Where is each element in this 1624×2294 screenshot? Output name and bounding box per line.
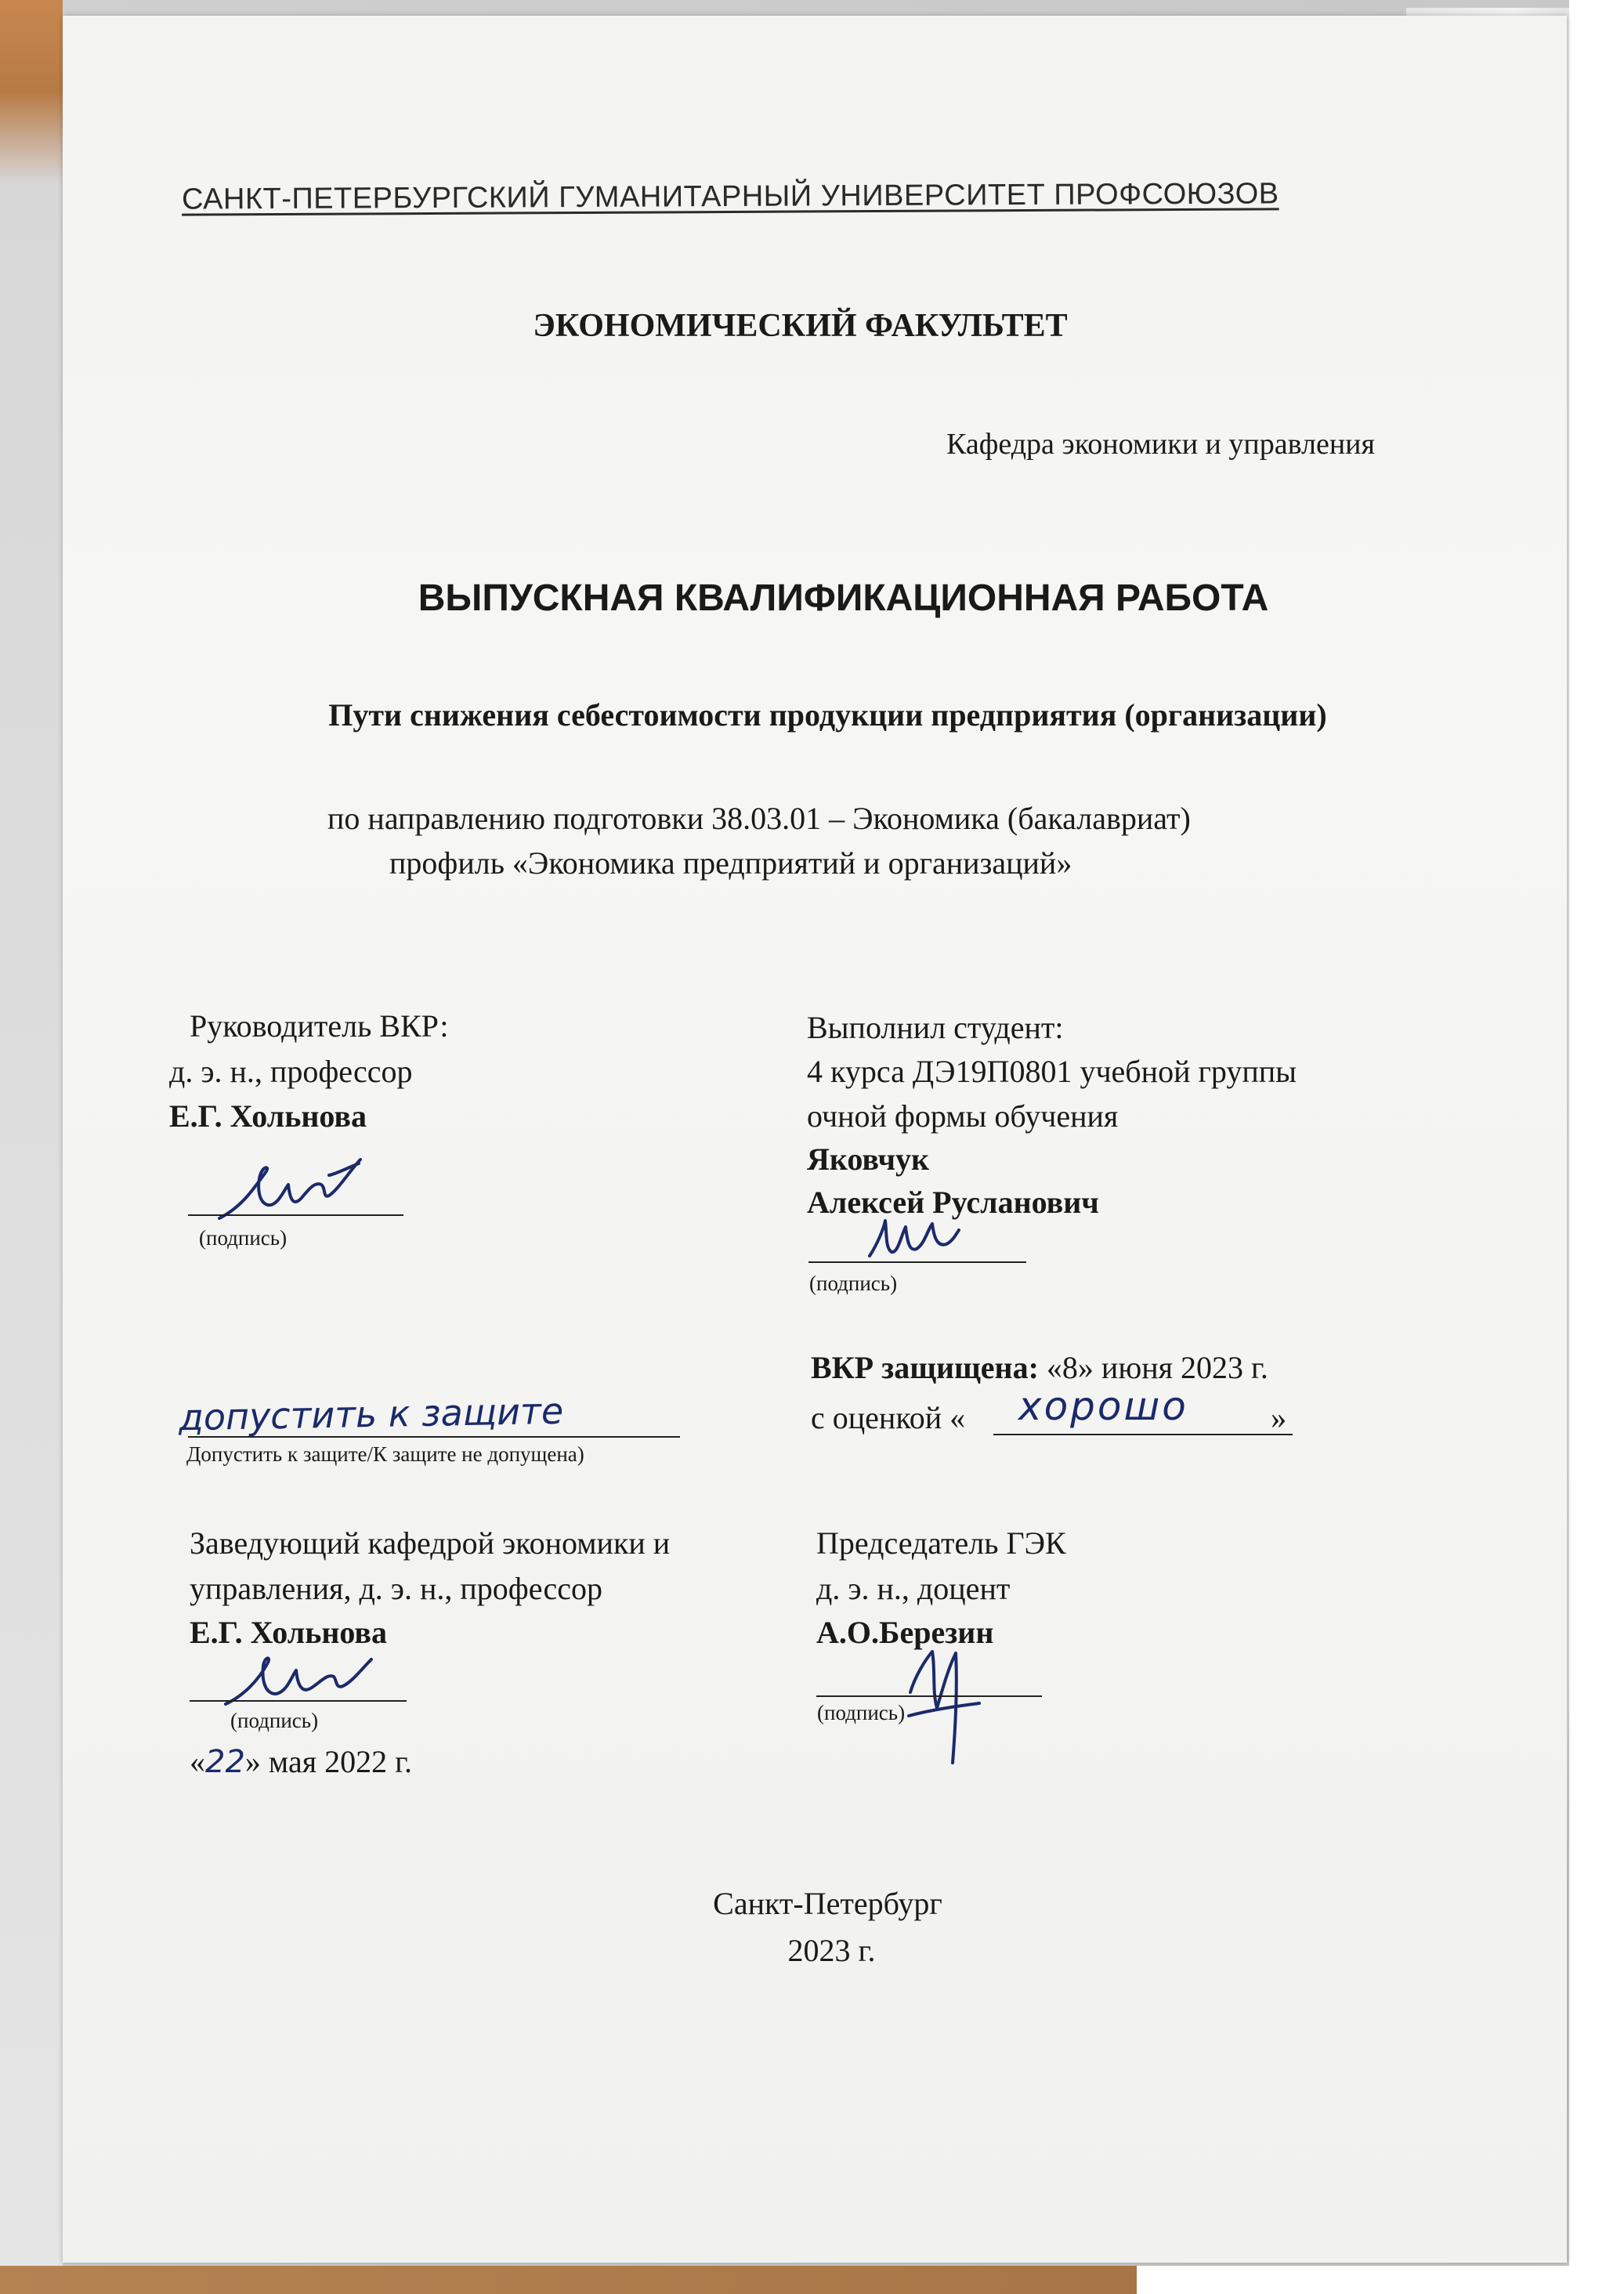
head-title-line1: Заведующий кафедрой экономики и — [190, 1525, 671, 1561]
defense-result: ВКР защищена: «8» июня 2023 г. — [811, 1350, 1268, 1385]
chair-name: А.О.Березин — [816, 1615, 994, 1650]
table-edge-bottom — [0, 2266, 1624, 2294]
head-signature — [219, 1645, 376, 1716]
year: 2023 г. — [787, 1933, 876, 1968]
student-given-names: Алексей Русланович — [807, 1185, 1099, 1220]
supervisor-signature-line — [188, 1214, 403, 1216]
chair-signature — [901, 1637, 987, 1771]
chair-title: Председатель ГЭК — [816, 1525, 1066, 1561]
title-page-sheet — [63, 16, 1567, 2263]
defense-grade-line-underline — [993, 1434, 1293, 1435]
chair-signature-caption: (подпись) — [817, 1701, 906, 1724]
head-title-line2: управления, д. э. н., профессор — [190, 1571, 602, 1606]
thesis-topic: Пути снижения себестоимости продукции предприятия (организации) — [328, 697, 1327, 733]
document-type: ВЫПУСКНАЯ КВАЛИФИКАЦИОННАЯ РАБОТА — [418, 577, 1269, 619]
head-name: Е.Г. Хольнова — [190, 1615, 387, 1650]
student-signature-line — [808, 1261, 1026, 1263]
supervisor-degree: д. э. н., профессор — [169, 1054, 413, 1089]
admission-line — [188, 1436, 680, 1438]
student-signature — [862, 1213, 964, 1268]
chair-signature-line — [816, 1695, 1042, 1697]
student-label: Выполнил студент: — [807, 1010, 1064, 1045]
defense-grade-line: с оценкой « » — [811, 1400, 1287, 1435]
supervisor-signature — [212, 1144, 368, 1230]
student-surname: Яковчук — [807, 1142, 930, 1177]
supervisor-name: Е.Г. Хольнова — [169, 1098, 367, 1134]
supervisor-label: Руководитель ВКР: — [190, 1008, 449, 1044]
head-signature-caption: (подпись) — [230, 1709, 319, 1732]
city: Санкт-Петербург — [713, 1886, 942, 1921]
department-name: Кафедра экономики и управления — [946, 428, 1375, 461]
admission-handwritten: допустить к защите — [178, 1389, 564, 1439]
chair-degree: д. э. н., доцент — [816, 1571, 1011, 1606]
head-date-day: 22 — [205, 1744, 245, 1780]
university-name: САНКТ-ПЕТЕРБУРГСКИЙ ГУМАНИТАРНЫЙ УНИВЕРСИТЕТ ПРОФСОЮЗОВ — [181, 177, 1279, 216]
student-study-form: очной формы обучения — [807, 1098, 1119, 1134]
head-signature-line — [190, 1700, 407, 1702]
student-group: 4 курса ДЭ19П0801 учебной группы — [807, 1054, 1297, 1089]
supervisor-signature-caption: (подпись) — [199, 1226, 288, 1250]
head-date: «22» мая 2022 г. — [190, 1744, 412, 1780]
faculty-name: ЭКОНОМИЧЕСКИЙ ФАКУЛЬТЕТ — [533, 308, 1068, 344]
student-signature-caption: (подпись) — [809, 1272, 898, 1295]
study-profile: профиль «Экономика предприятий и организаций» — [389, 845, 1072, 881]
study-direction: по направлению подготовки 38.03.01 – Экономика (бакалавриат) — [327, 801, 1191, 836]
admission-caption: Допустить к защите/К защите не допущена) — [186, 1442, 584, 1466]
defense-grade-handwritten: хорошо — [1018, 1384, 1188, 1429]
